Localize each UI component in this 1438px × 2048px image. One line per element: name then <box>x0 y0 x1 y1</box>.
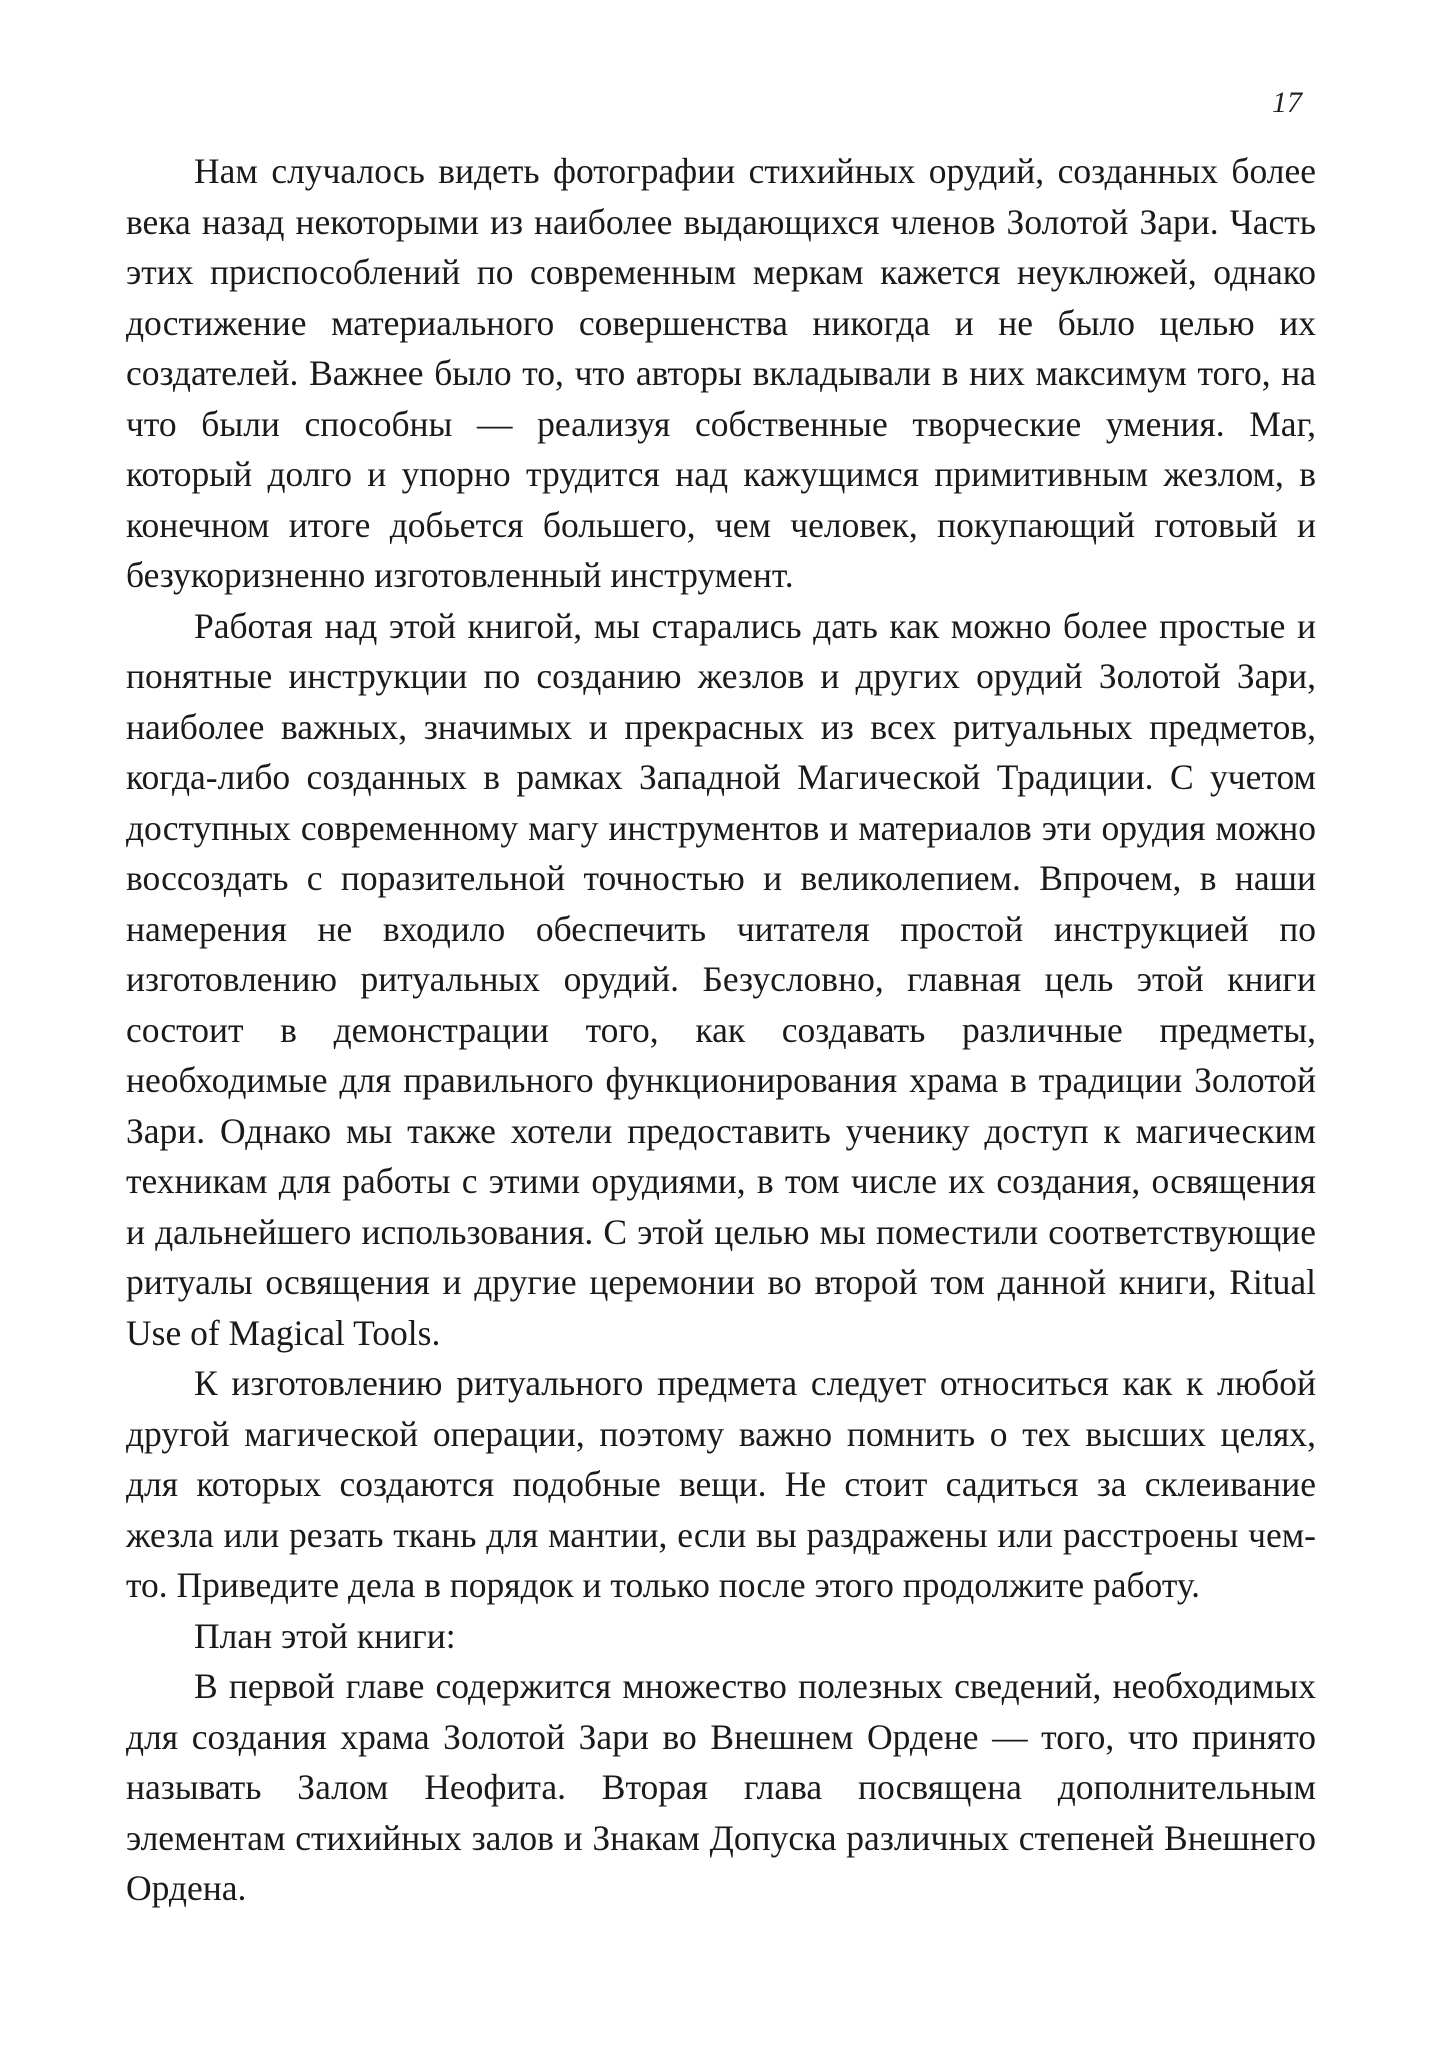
paragraph-1: Нам случалось видеть фотографии стихийных орудий, созданных более века назад некоторыми из наиболее выдающихся членов Золотой Зари. Часть этих приспособлений по современным меркам кажется неуклюжей, однако достижение материального совершенства никогда и не было целью их создателей. Важнее было то, что авторы вкладывали в них максимум того, на что были способны — реализуя собственные творческие умения. Маг, который долго и упорно трудится над кажущимся примитивным жезлом, в конечном итоге добьется большего, чем человек, покупающий готовый и безукоризненно изготовленный инструмент. <box>126 151 1316 595</box>
paragraph-5: В первой главе содержится множество полезных сведений, необходимых для создания храма Золотой Зари во Внешнем Ордене — того, что принято называть Залом Неофита. Вторая глава посвящена дополнительным элементам стихийных залов и Знакам Допуска различных степеней Внешнего Ордена. <box>126 1666 1316 1908</box>
paragraph-4: План этой книги: <box>194 1615 456 1656</box>
page-number: 17 <box>1272 86 1302 119</box>
body-text <box>126 146 1316 1914</box>
paragraph-3: К изготовлению ритуального предмета следует относиться как к любой другой магической операции, поэтому важно помнить о тех высших целях, для которых создаются подобные вещи. Не стоит садиться за склеивание жезла или резать ткань для мантии, если вы раздражены или расстроены чем-то. Приведите дела в порядок и только после этого продолжите работу. <box>126 1363 1316 1605</box>
paragraph-2: Работая над этой книгой, мы старались дать как можно более простые и понятные инструкции по созданию жезлов и других орудий Золотой Зари, наиболее важных, значимых и прекрасных из всех ритуальных предметов, когда-либо созданных в рамках Западной Магической Традиции. С учетом доступных современному магу инструментов и материалов эти орудия можно воссоздать с поразительной точностью и великолепием. Впрочем, в наши намерения не входило обеспечить читателя простой инструкцией по изготовлению ритуальных орудий. Безусловно, главная цель этой книги состоит в демонстрации того, как создавать различные предметы, необходимые для правильного функционирования храма в традиции Золотой Зари. Однако мы также хотели предоставить ученику доступ к магическим техникам для работы с этими орудиями, в том числе их создания, освящения и дальнейшего использования. С этой целью мы поместили соответствующие ритуалы освящения и другие церемонии во второй том данной книги, Ritual Use of Magical Tools. <box>126 605 1316 1353</box>
